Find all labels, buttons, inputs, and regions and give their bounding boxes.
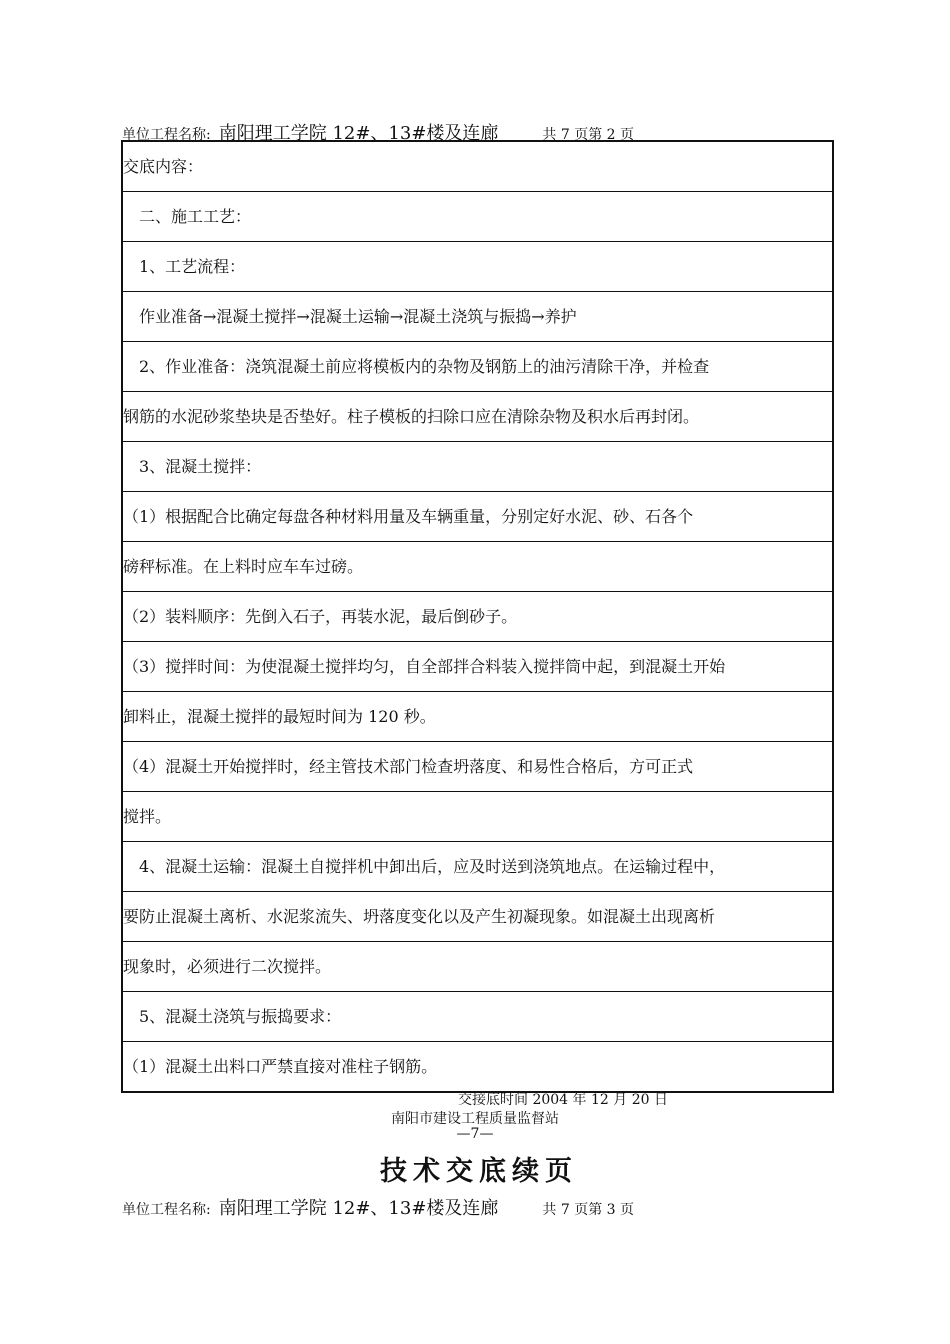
table-row <box>122 892 833 942</box>
table-row <box>122 242 833 292</box>
table-row <box>122 842 833 892</box>
project-label: 单位工程名称: <box>122 127 211 143</box>
table-row <box>122 392 833 442</box>
project-name: 南阳理工学院 12#、13#楼及连廊 <box>218 123 499 144</box>
table-row <box>122 1042 833 1093</box>
handover-time: 交接底时间 2004 年 12 月 20 日 <box>458 1092 668 1108</box>
row-text: 现象时，必须进行二次搅拌。 <box>122 942 833 992</box>
page-count: 共 7 页第 3 页 <box>542 1202 635 1218</box>
table-row <box>122 692 833 742</box>
table-row <box>122 942 833 992</box>
row-text: 磅秤标准。在上料时应车车过磅。 <box>122 542 833 592</box>
row-text: （3）搅拌时间：为使混凝土搅拌均匀，自全部拌合料装入搅拌筒中起，到混凝土开始 <box>122 642 833 692</box>
row-text: 卸料止，混凝土搅拌的最短时间为 120 秒。 <box>122 692 833 742</box>
row-text: （4）混凝土开始搅拌时，经主管技术部门检查坍落度、和易性合格后，方可正式 <box>122 742 833 792</box>
table-row <box>122 192 833 242</box>
table-row <box>122 992 833 1042</box>
page-count: 共 7 页第 2 页 <box>542 127 635 143</box>
row-text: 要防止混凝土离析、水泥浆流失、坍落度变化以及产生初凝现象。如混凝土出现离析 <box>122 892 833 942</box>
page-title: 技术交底续页 <box>380 1156 578 1187</box>
table-row <box>122 492 833 542</box>
supervising-org: 南阳市建设工程质量监督站 <box>391 1111 559 1127</box>
project-name: 南阳理工学院 12#、13#楼及连廊 <box>218 1198 499 1219</box>
table-row <box>122 141 833 192</box>
row-text: 2、作业准备：浇筑混凝土前应将模板内的杂物及钢筋上的油污清除干净，并检查 <box>122 342 833 392</box>
page-header-next <box>122 1194 634 1220</box>
row-text: 1、工艺流程： <box>122 242 833 292</box>
row-text: 钢筋的水泥砂浆垫块是否垫好。柱子模板的扫除口应在清除杂物及积水后再封闭。 <box>122 392 833 442</box>
project-label: 单位工程名称: <box>122 1202 211 1218</box>
row-text: 4、混凝土运输：混凝土自搅拌机中卸出后，应及时送到浇筑地点。在运输过程中， <box>122 842 833 892</box>
page-number: —7— <box>456 1126 494 1142</box>
row-text: （1）根据配合比确定每盘各种材料用量及车辆重量，分别定好水泥、砂、石各个 <box>122 492 833 542</box>
row-text: 5、混凝土浇筑与振捣要求： <box>122 992 833 1042</box>
row-text: （1）混凝土出料口严禁直接对准柱子钢筋。 <box>122 1042 833 1093</box>
disclosure-table <box>121 140 834 1093</box>
row-text: 作业准备→混凝土搅拌→混凝土运输→混凝土浇筑与振捣→养护 <box>122 292 833 342</box>
table-row <box>122 592 833 642</box>
table-row <box>122 742 833 792</box>
row-text: 交底内容： <box>123 156 204 176</box>
table-row <box>122 642 833 692</box>
table-row <box>122 442 833 492</box>
row-text: （2）装料顺序：先倒入石子，再装水泥，最后倒砂子。 <box>122 592 833 642</box>
table-row <box>122 292 833 342</box>
row-text: 搅拌。 <box>122 792 833 842</box>
table-row <box>122 792 833 842</box>
table-row <box>122 542 833 592</box>
row-text: 3、混凝土搅拌： <box>122 442 833 492</box>
row-text: 二、施工工艺： <box>122 192 833 242</box>
table-row <box>122 342 833 392</box>
